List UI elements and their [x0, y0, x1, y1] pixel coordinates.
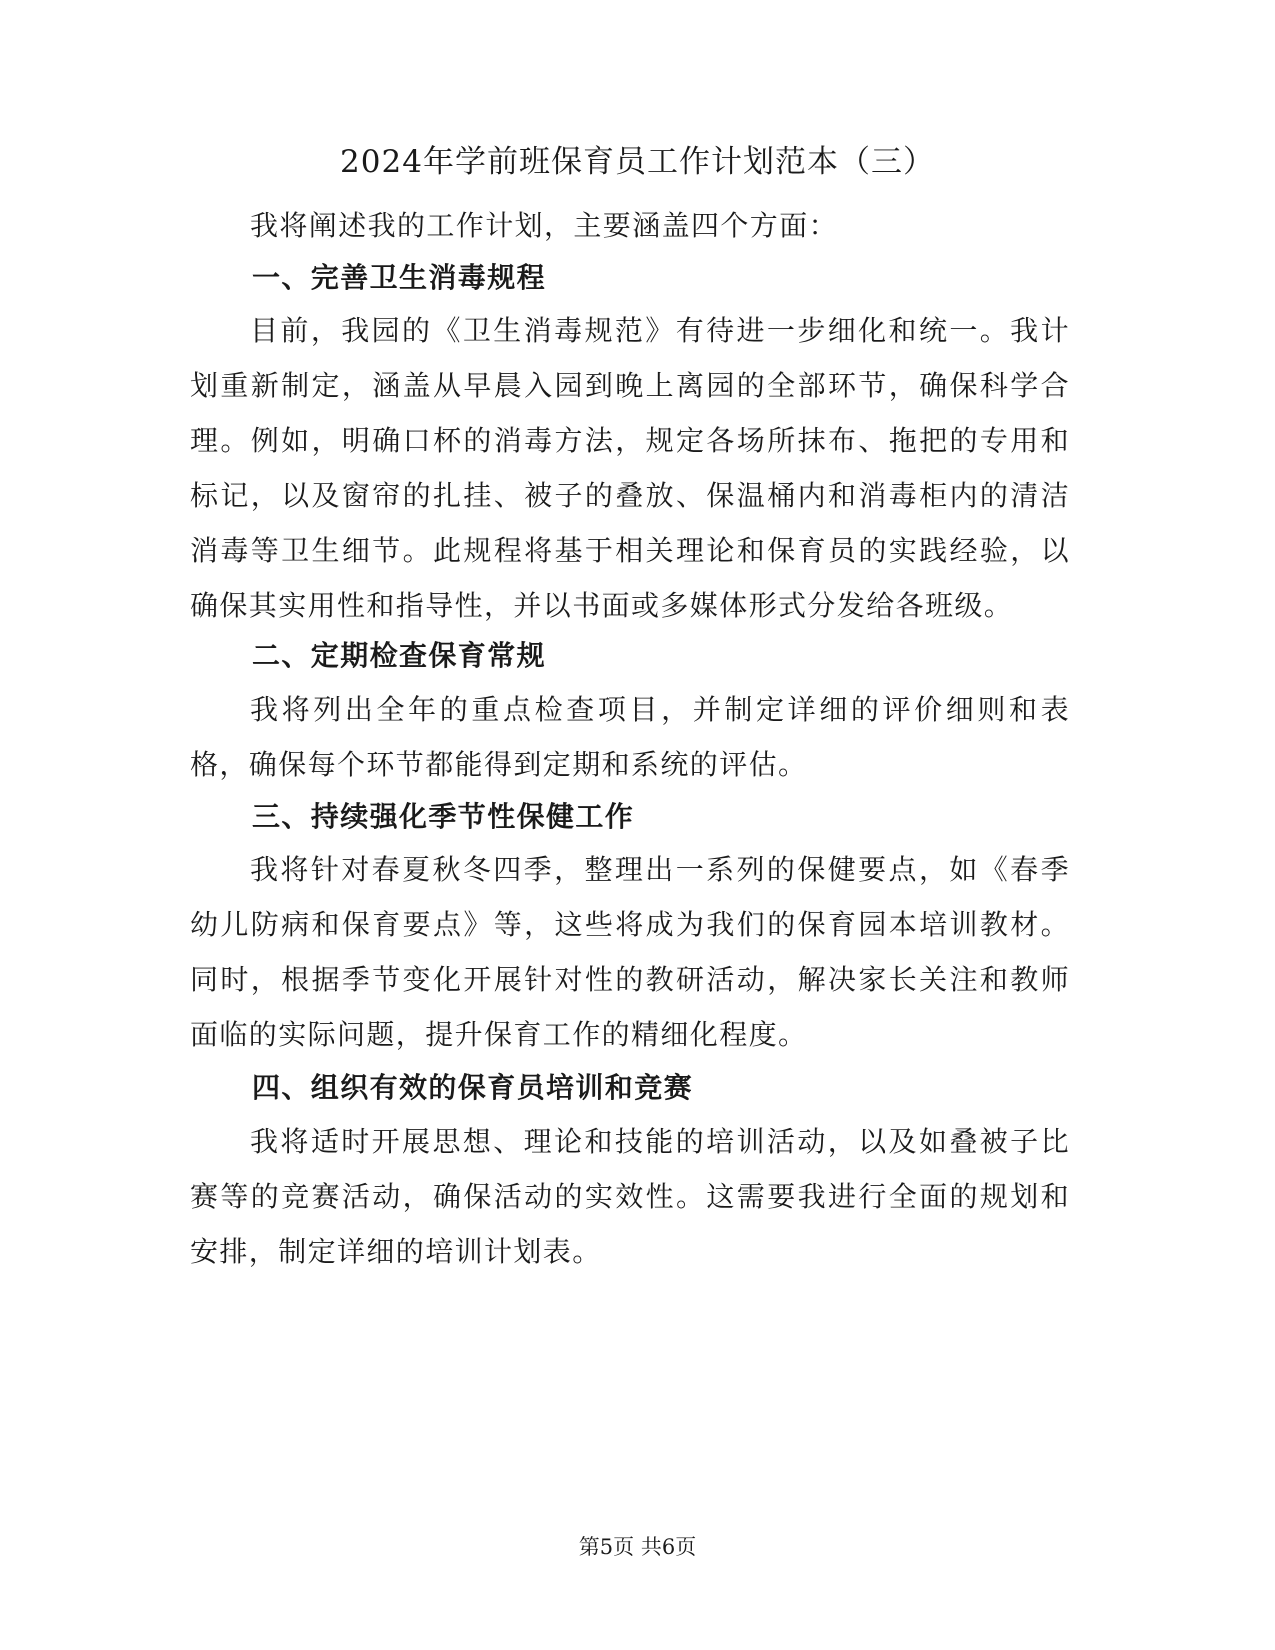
section-3-body: 我将针对春夏秋冬四季，整理出一系列的保健要点，如《春季幼儿防病和保育要点》等，这些将成为我们的保育园本培训教材。同时，根据季节变化开展针对性的教研活动，解决家长关注和教师面临的实际问题，提升保育工作的精细化程度。 — [190, 853, 1070, 1051]
section-4-body: 我将适时开展思想、理论和技能的培训活动，以及如叠被子比赛等的竞赛活动，确保活动的实效性。这需要我进行全面的规划和安排，制定详细的培训计划表。 — [190, 1125, 1070, 1268]
section-2-body: 我将列出全年的重点检查项目，并制定详细的评价细则和表格，确保每个环节都能得到定期和系统的评估。 — [190, 693, 1070, 781]
section-1-body: 目前，我园的《卫生消毒规范》有待进一步细化和统一。我计划重新制定，涵盖从早晨入园到晚上离园的全部环节，确保科学合理。例如，明确口杯的消毒方法，规定各场所抹布、拖把的专用和标记，以及窗帘的扎挂、被子的叠放、保温桶内和消毒柜内的清洁消毒等卫生细节。此规程将基于相关理论和保育员的实践经验，以确保其实用性和指导性，并以书面或多媒体形式分发给各班级。 — [190, 314, 1070, 622]
section-2-heading: 二、定期检查保育常规 — [252, 639, 547, 672]
section-3-heading: 三、持续强化季节性保健工作 — [252, 800, 635, 833]
document-title: 2024年学前班保育员工作计划范本（三） — [340, 144, 935, 180]
section-1-heading: 一、完善卫生消毒规程 — [252, 261, 547, 294]
section-4-heading: 四、组织有效的保育员培训和竞赛 — [252, 1071, 694, 1104]
intro-paragraph: 我将阐述我的工作计划，主要涵盖四个方面： — [250, 209, 839, 242]
page-footer: 第5页 共6页 — [578, 1535, 697, 1559]
